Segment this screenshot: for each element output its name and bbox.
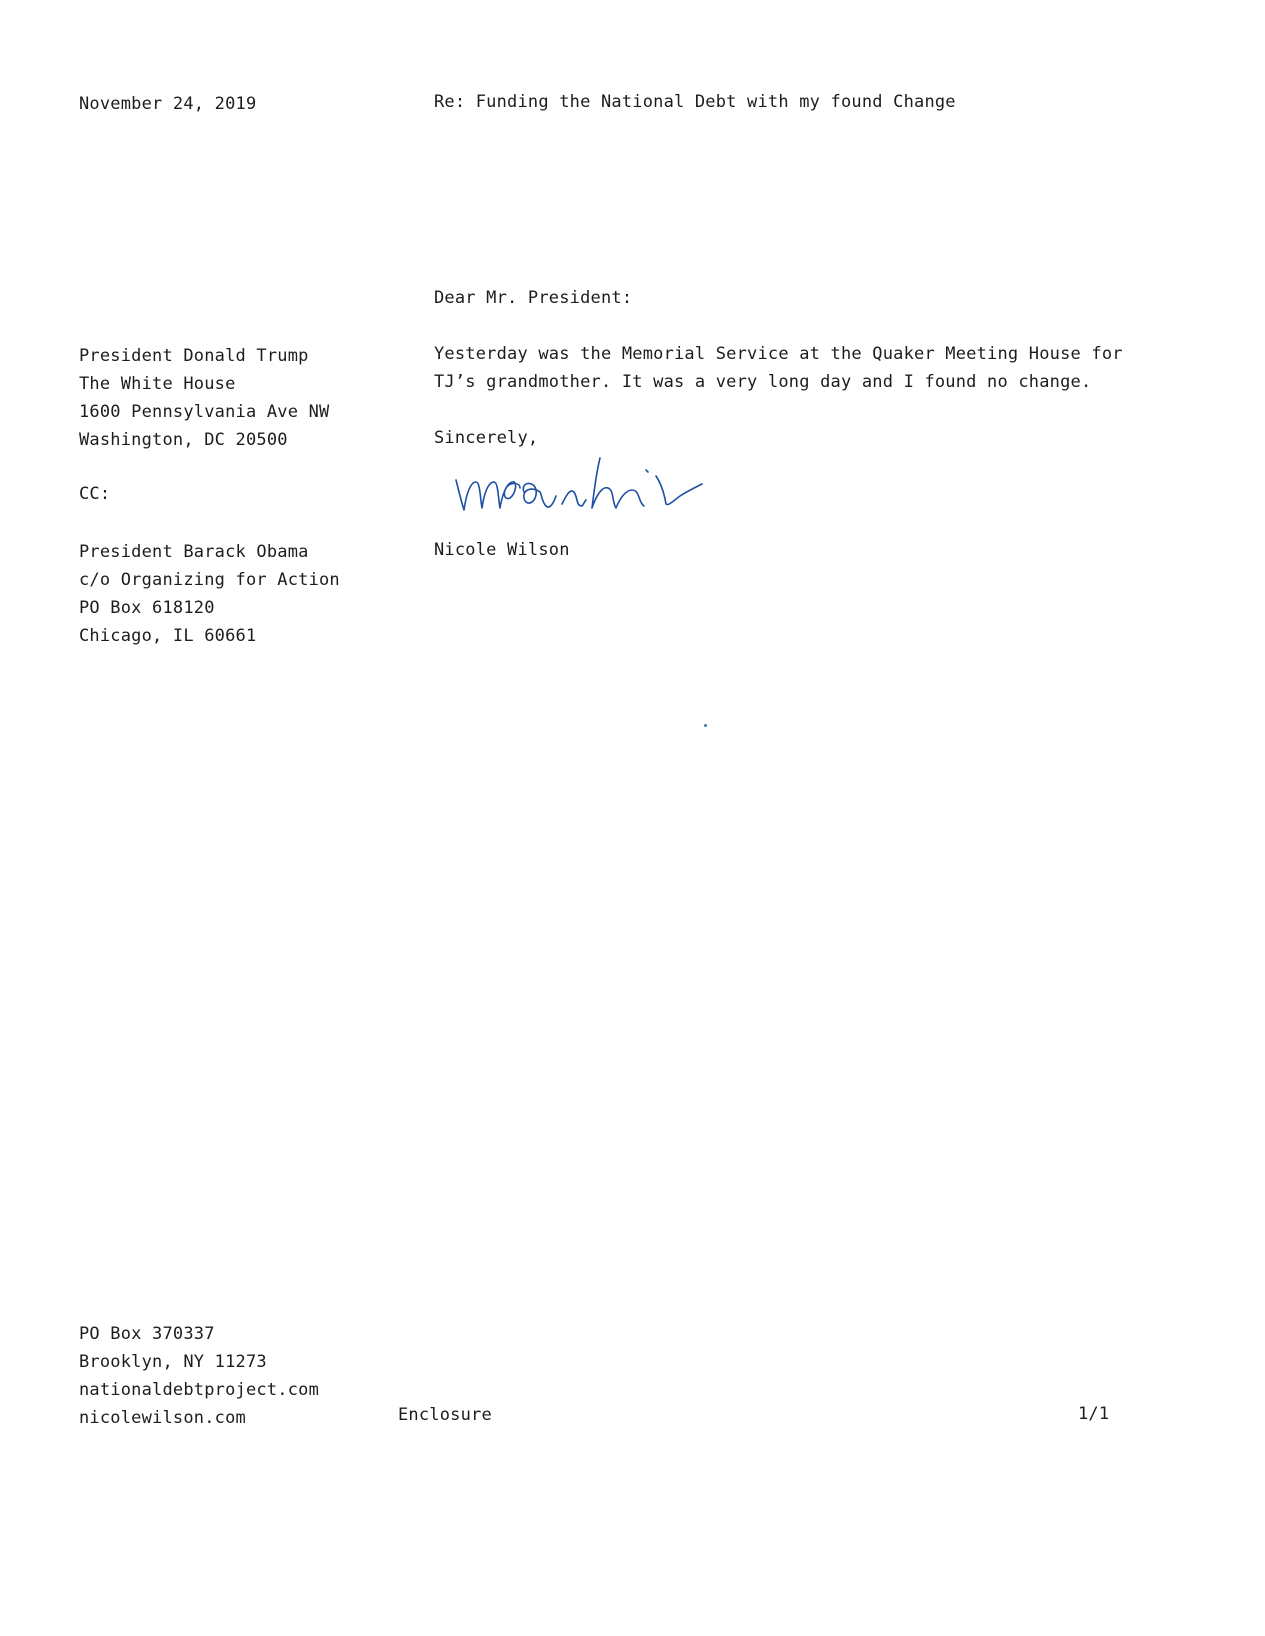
cc-recipient-organization: c/o Organizing for Action: [79, 570, 340, 590]
recipient-address: [79, 342, 329, 454]
signature-drawing: [450, 452, 710, 520]
recipient-organization: The White House: [79, 374, 236, 394]
signer-name: Nicole Wilson: [434, 540, 570, 560]
letter-body: [434, 340, 1123, 396]
recipient-city: Washington, DC 20500: [79, 430, 288, 450]
handwritten-signature: [450, 452, 710, 520]
letter-subject: Re: Funding the National Debt with my found Change: [434, 92, 956, 112]
recipient-street: 1600 Pennsylvania Ave NW: [79, 402, 330, 422]
cc-recipient-name: President Barack Obama: [79, 542, 309, 562]
cc-recipient-po-box: PO Box 618120: [79, 598, 215, 618]
footer-address: [79, 1320, 319, 1432]
ink-dot: [704, 724, 707, 727]
salutation: Dear Mr. President:: [434, 288, 633, 308]
enclosure-label: Enclosure: [398, 1405, 492, 1425]
cc-recipient-address: [79, 538, 340, 650]
cc-label: CC:: [79, 484, 111, 504]
page-number: 1/1: [1078, 1404, 1110, 1424]
footer-website-personal: nicolewilson.com: [79, 1408, 246, 1428]
footer-city: Brooklyn, NY 11273: [79, 1352, 267, 1372]
body-line: Yesterday was the Memorial Service at the Quaker Meeting House for: [434, 344, 1123, 364]
footer-website-project: nationaldebtproject.com: [79, 1380, 320, 1400]
body-line: TJ’s grandmother. It was a very long day and I found no change.: [434, 372, 1092, 392]
cc-recipient-city: Chicago, IL 60661: [79, 626, 257, 646]
recipient-name: President Donald Trump: [79, 346, 309, 366]
letter-date: November 24, 2019: [79, 94, 257, 114]
footer-po-box: PO Box 370337: [79, 1324, 215, 1344]
closing: Sincerely,: [434, 428, 539, 448]
